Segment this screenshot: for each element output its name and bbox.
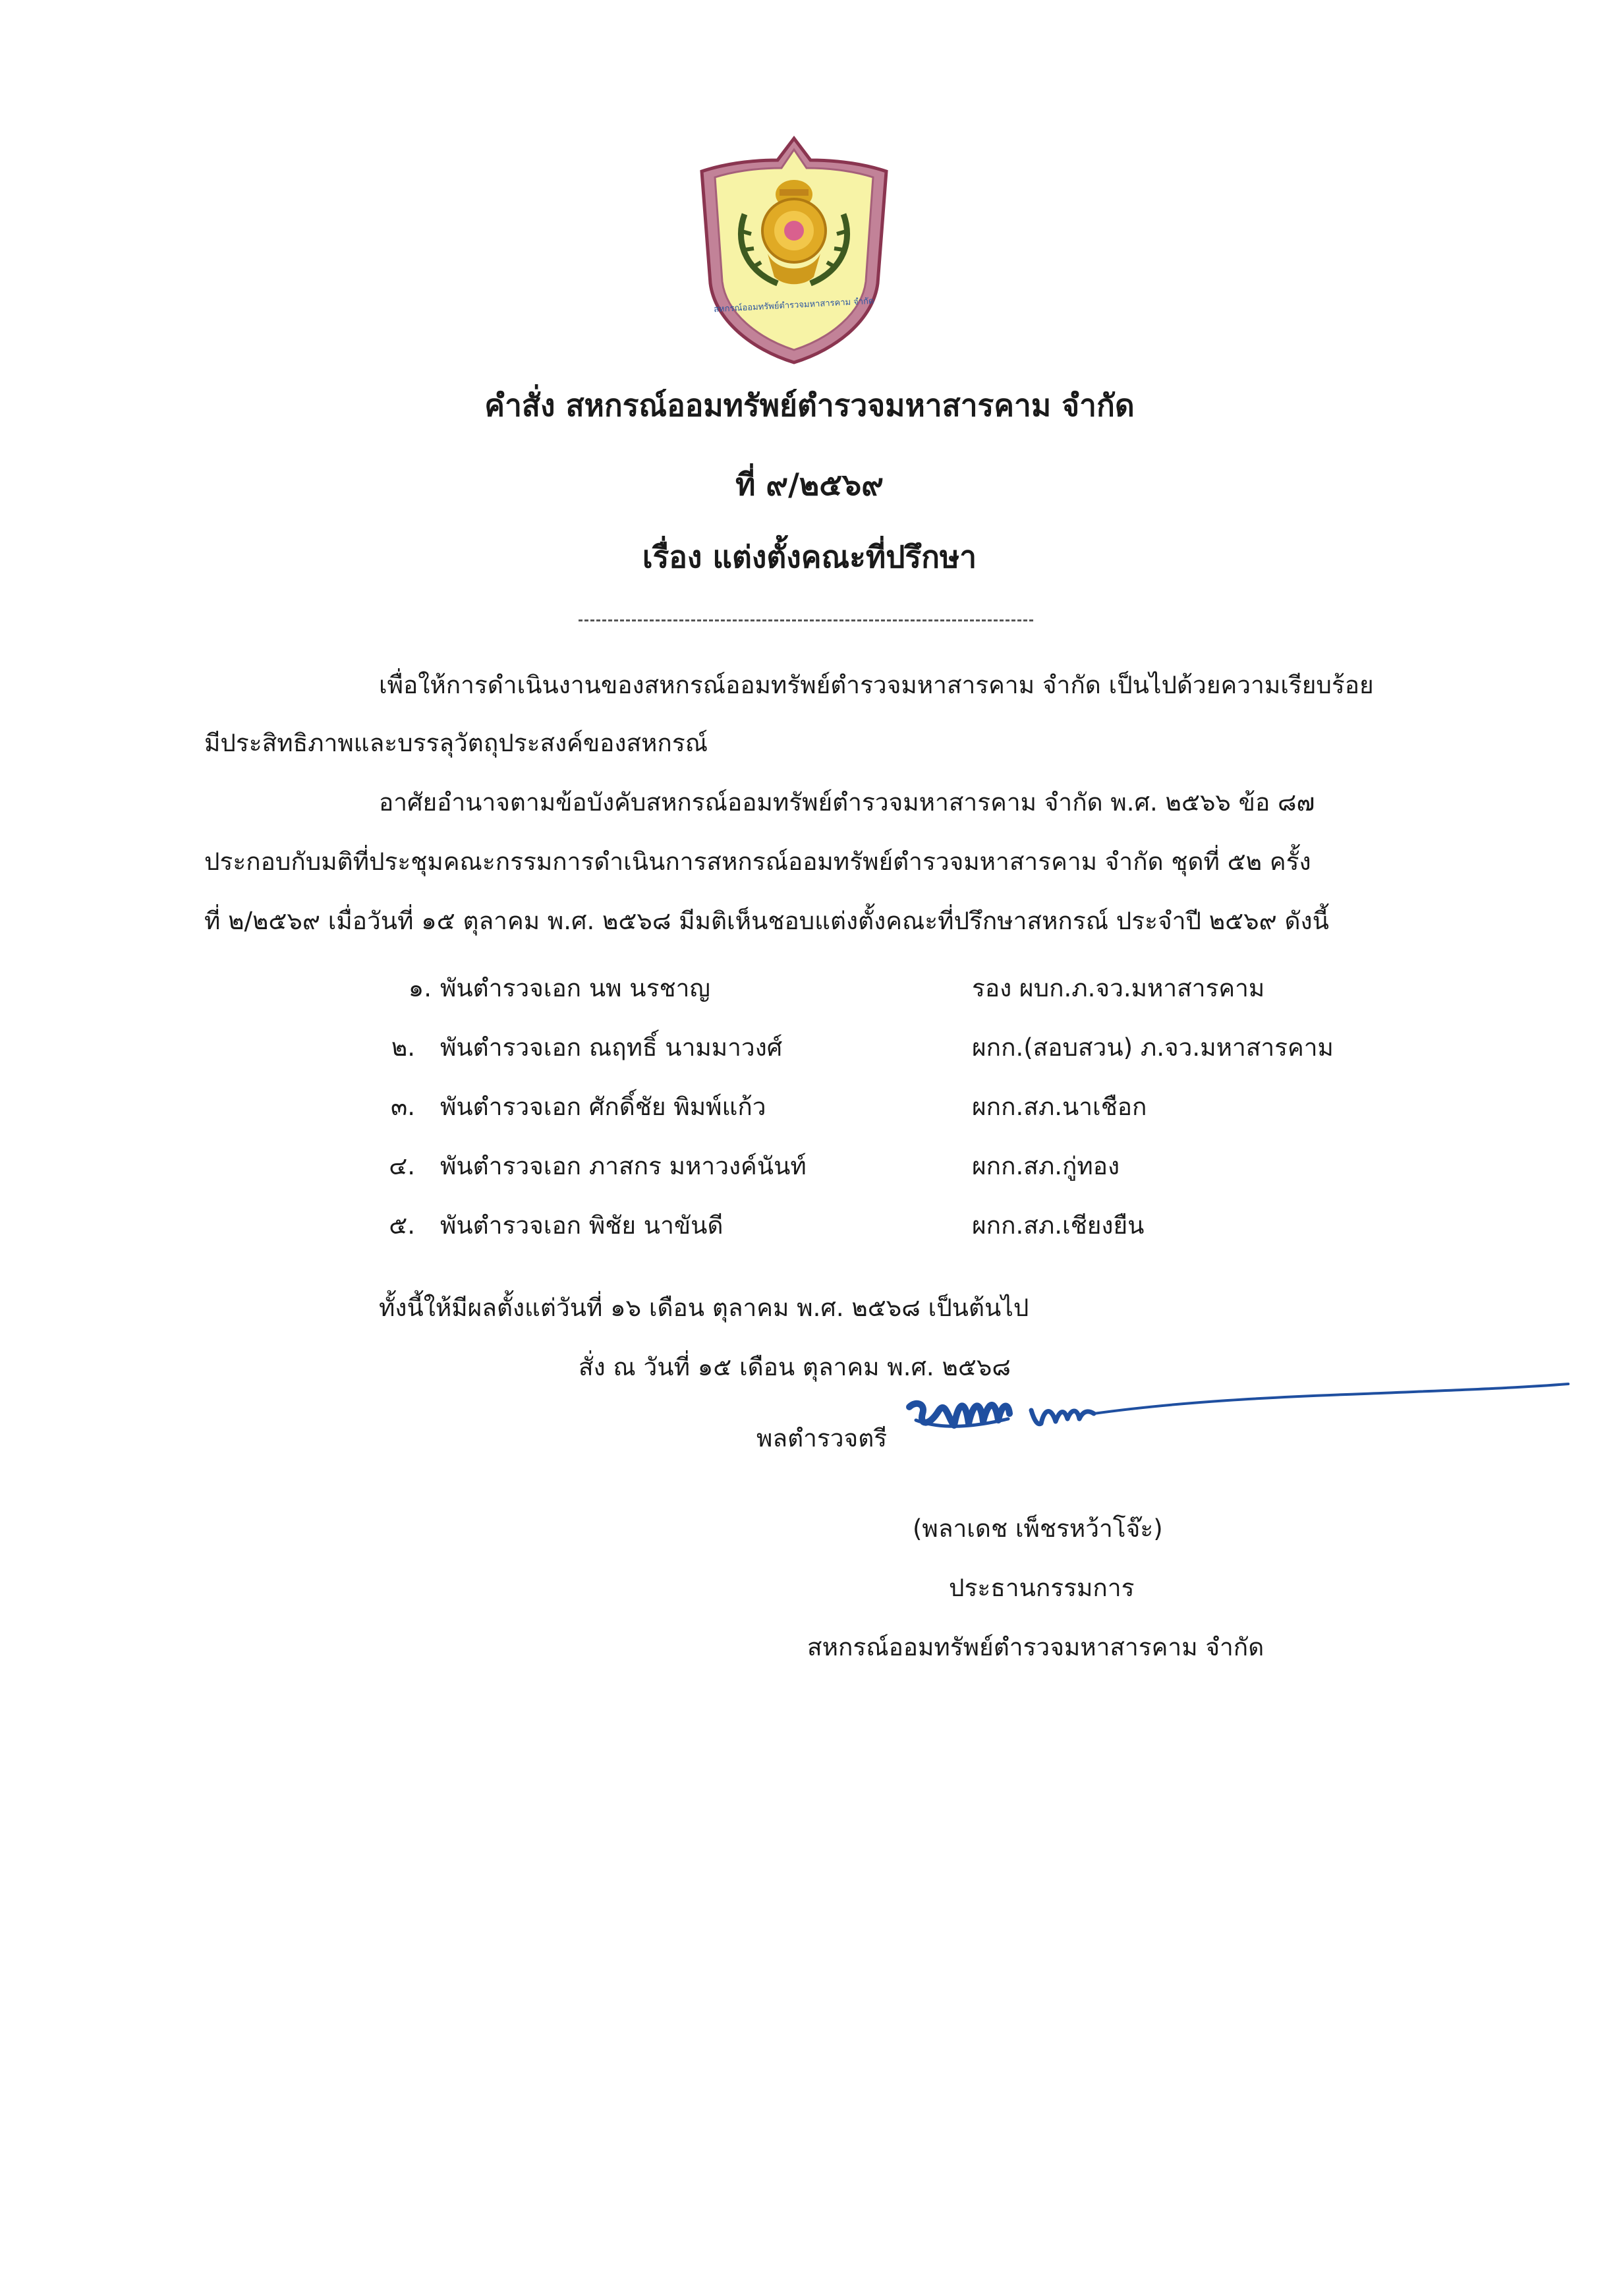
order-title: คำสั่ง สหกรณ์ออมทรัพย์ตำรวจมหาสารคาม จำกัด: [484, 387, 1135, 423]
item-number: ๔.: [389, 1152, 415, 1180]
cooperative-logo: [698, 135, 890, 366]
item-number: ๒.: [391, 1033, 415, 1062]
order-subject: เรื่อง แต่งตั้งคณะที่ปรึกษา: [642, 539, 977, 575]
effective-date: ทั้งนี้ให้มีผลตั้งแต่วันที่ ๑๖ เดือน ตุลาคม พ.ศ. ๒๕๖๘ เป็นต้นไป: [379, 1294, 1029, 1322]
para2-line1: อาศัยอำนาจตามข้อบังคับสหกรณ์ออมทรัพย์ตำรวจมหาสารคาม จำกัด พ.ศ. ๒๕๖๖ ข้อ ๘๗: [379, 788, 1315, 817]
ordered-date: สั่ง ณ วันที่ ๑๕ เดือน ตุลาคม พ.ศ. ๒๕๖๘: [579, 1353, 1011, 1381]
logo-text: สหกรณ์ออมทรัพย์ตำรวจมหาสารคาม จำกัด: [713, 296, 874, 315]
advisor-name: พันตำรวจเอก นพ นรชาญ: [440, 974, 710, 1002]
advisor-position: ผกก.สภ.เชียงยืน: [972, 1211, 1145, 1240]
advisor-name: พันตำรวจเอก ภาสกร มหาวงค์นันท์: [440, 1152, 807, 1180]
signer-rank: พลตำรวจตรี: [756, 1424, 888, 1452]
advisor-name: พันตำรวจเอก พิชัย นาขันดี: [440, 1211, 724, 1240]
signer-title: ประธานกรรมการ: [949, 1574, 1135, 1602]
para1-line2: มีประสิทธิภาพและบรรลุวัตถุประสงค์ของสหกรณ์: [204, 729, 708, 757]
para2-line2: ประกอบกับมติที่ประชุมคณะกรรมการดำเนินการสหกรณ์ออมทรัพย์ตำรวจมหาสารคาม จำกัด ชุดที่ ๕๒ ครั้ง: [204, 847, 1311, 876]
item-number: ๓.: [390, 1093, 415, 1121]
signer-name: (พลาเดช เพ็ชรหว้าโจ๊ะ): [913, 1514, 1163, 1543]
advisor-position: ผกก.(สอบสวน) ภ.จว.มหาสารคาม: [972, 1033, 1334, 1062]
handwritten-signature: [903, 1348, 1575, 1473]
title-divider: [579, 619, 1033, 621]
advisor-name: พันตำรวจเอก ณฤทธิ์ นามมาวงศ์: [440, 1033, 783, 1062]
advisor-name: พันตำรวจเอก ศักดิ์ชัย พิมพ์แก้ว: [440, 1093, 766, 1121]
advisor-position: ผกก.สภ.กู่ทอง: [972, 1152, 1120, 1180]
advisor-position: รอง ผบก.ภ.จว.มหาสารคาม: [972, 974, 1265, 1002]
item-number: ๑.: [408, 974, 432, 1002]
para2-line3: ที่ ๒/๒๕๖๙ เมื่อวันที่ ๑๕ ตุลาคม พ.ศ. ๒๕๖๘ มีมติเห็นชอบแต่งตั้งคณะที่ปรึกษาสหกรณ์ ประจำปี ๒๕๖๙ ดังนี้: [204, 907, 1329, 935]
advisor-position: ผกก.สภ.นาเชือก: [972, 1093, 1147, 1121]
item-number: ๕.: [389, 1211, 415, 1240]
order-number: ที่ ๙/๒๕๖๙: [735, 467, 884, 502]
para1-line1: เพื่อให้การดำเนินงานของสหกรณ์ออมทรัพย์ตำรวจมหาสารคาม จำกัด เป็นไปด้วยความเรียบร้อย: [379, 671, 1374, 699]
signer-organization: สหกรณ์ออมทรัพย์ตำรวจมหาสารคาม จำกัด: [807, 1633, 1264, 1661]
